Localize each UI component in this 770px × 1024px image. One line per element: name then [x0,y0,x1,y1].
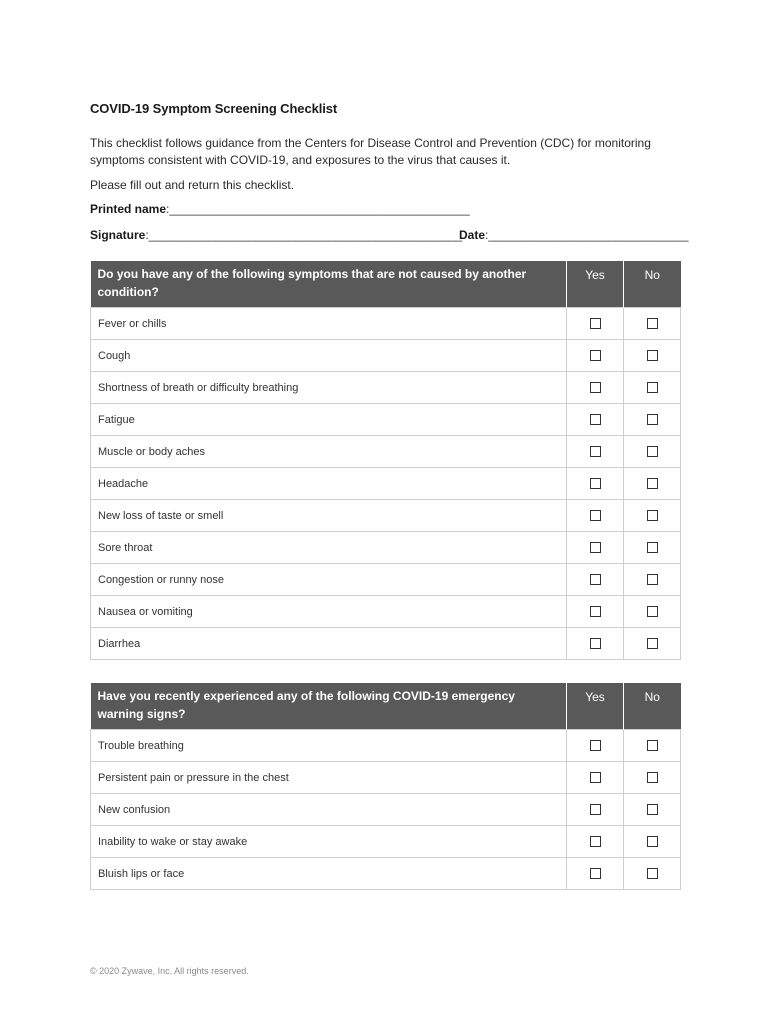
yes-cell [567,436,624,468]
no-checkbox[interactable] [647,446,658,457]
table-row [91,826,681,858]
printed-name-blank[interactable]: :_____________________________________________ [166,202,470,216]
symptoms-table-body [91,308,681,660]
row-label: Bluish lips or face [91,858,567,890]
no-checkbox[interactable] [647,318,658,329]
printed-name-label: Printed name [90,202,167,216]
no-checkbox[interactable] [647,574,658,585]
row-label: Inability to wake or stay awake [91,826,567,858]
row-label: New loss of taste or smell [91,500,567,532]
no-checkbox[interactable] [647,740,658,751]
yes-cell [567,500,624,532]
yes-checkbox[interactable] [590,350,601,361]
yes-cell [567,468,624,500]
row-label: Trouble breathing [91,730,567,762]
yes-cell [567,308,624,340]
row-label: Headache [91,468,567,500]
no-checkbox[interactable] [647,804,658,815]
no-cell [624,372,681,404]
table-row [91,500,681,532]
yes-cell [567,564,624,596]
no-checkbox[interactable] [647,606,658,617]
printed-name-field[interactable] [90,202,470,216]
yes-cell [567,762,624,794]
emergency-question-header: Have you recently experienced any of the following COVID-19 emergency warning signs? [91,683,567,730]
table-row [91,628,681,660]
no-checkbox[interactable] [647,350,658,361]
page-title: COVID-19 Symptom Screening Checklist [90,101,338,116]
table-row [91,564,681,596]
no-cell [624,826,681,858]
row-label: Persistent pain or pressure in the chest [91,762,567,794]
symptoms-table [90,261,681,660]
no-checkbox[interactable] [647,638,658,649]
intro-line-2: symptoms consistent with COVID-19, and exposures to the virus that causes it. [90,153,511,167]
no-column-header: No [624,683,681,730]
signature-date-row [90,228,689,242]
no-cell [624,436,681,468]
copyright-footer: © 2020 Zywave, Inc. All rights reserved. [90,966,249,976]
yes-checkbox[interactable] [590,318,601,329]
yes-cell [567,794,624,826]
signature-field[interactable] [90,228,462,242]
yes-cell [567,596,624,628]
no-cell [624,340,681,372]
yes-cell [567,858,624,890]
no-cell [624,500,681,532]
yes-cell [567,730,624,762]
yes-checkbox[interactable] [590,638,601,649]
no-checkbox[interactable] [647,772,658,783]
no-cell [624,858,681,890]
date-blank[interactable]: :______________________________ [485,228,689,242]
no-cell [624,730,681,762]
no-cell [624,532,681,564]
row-label: Muscle or body aches [91,436,567,468]
table-row [91,404,681,436]
no-cell [624,308,681,340]
table-row [91,762,681,794]
symptoms-table-header [91,261,681,308]
emergency-table [90,683,681,890]
table-row [91,340,681,372]
no-cell [624,468,681,500]
table-row [91,372,681,404]
yes-checkbox[interactable] [590,772,601,783]
yes-checkbox[interactable] [590,740,601,751]
row-label: Nausea or vomiting [91,596,567,628]
no-cell [624,564,681,596]
row-label: Fatigue [91,404,567,436]
no-checkbox[interactable] [647,478,658,489]
yes-cell [567,628,624,660]
date-field[interactable] [459,228,689,242]
no-checkbox[interactable] [647,414,658,425]
table-row [91,730,681,762]
no-checkbox[interactable] [647,510,658,521]
table-row [91,794,681,826]
symptoms-question-header: Do you have any of the following symptoms that are not caused by another condition? [91,261,567,308]
yes-checkbox[interactable] [590,382,601,393]
yes-checkbox[interactable] [590,414,601,425]
no-checkbox[interactable] [647,836,658,847]
table-row [91,596,681,628]
yes-checkbox[interactable] [590,510,601,521]
no-checkbox[interactable] [647,382,658,393]
yes-checkbox[interactable] [590,836,601,847]
table-row [91,436,681,468]
intro-paragraph [90,135,690,169]
instruction-text: Please fill out and return this checklist. [90,178,295,192]
no-cell [624,596,681,628]
yes-column-header: Yes [567,261,624,308]
emergency-table-body [91,730,681,890]
yes-checkbox[interactable] [590,574,601,585]
yes-checkbox[interactable] [590,606,601,617]
date-label: Date [459,228,486,242]
yes-checkbox[interactable] [590,868,601,879]
row-label: Congestion or runny nose [91,564,567,596]
no-cell [624,404,681,436]
yes-cell [567,532,624,564]
no-cell [624,628,681,660]
yes-cell [567,372,624,404]
yes-checkbox[interactable] [590,542,601,553]
no-column-header: No [624,261,681,308]
row-label: Cough [91,340,567,372]
yes-checkbox[interactable] [590,804,601,815]
yes-checkbox[interactable] [590,478,601,489]
row-label: New confusion [91,794,567,826]
signature-blank[interactable]: :_______________________________________________ [145,228,463,242]
row-label: Shortness of breath or difficulty breathing [91,372,567,404]
no-cell [624,762,681,794]
table-row [91,468,681,500]
no-checkbox[interactable] [647,868,658,879]
no-checkbox[interactable] [647,542,658,553]
yes-column-header: Yes [567,683,624,730]
emergency-table-header [91,683,681,730]
row-label: Sore throat [91,532,567,564]
yes-cell [567,404,624,436]
yes-cell [567,340,624,372]
intro-line-1: This checklist follows guidance from the Centers for Disease Control and Prevention (CDC) for monitoring [90,136,651,150]
row-label: Diarrhea [91,628,567,660]
row-label: Fever or chills [91,308,567,340]
table-row [91,532,681,564]
no-cell [624,794,681,826]
yes-checkbox[interactable] [590,446,601,457]
table-row [91,308,681,340]
signature-label: Signature [90,228,146,242]
yes-cell [567,826,624,858]
table-row [91,858,681,890]
